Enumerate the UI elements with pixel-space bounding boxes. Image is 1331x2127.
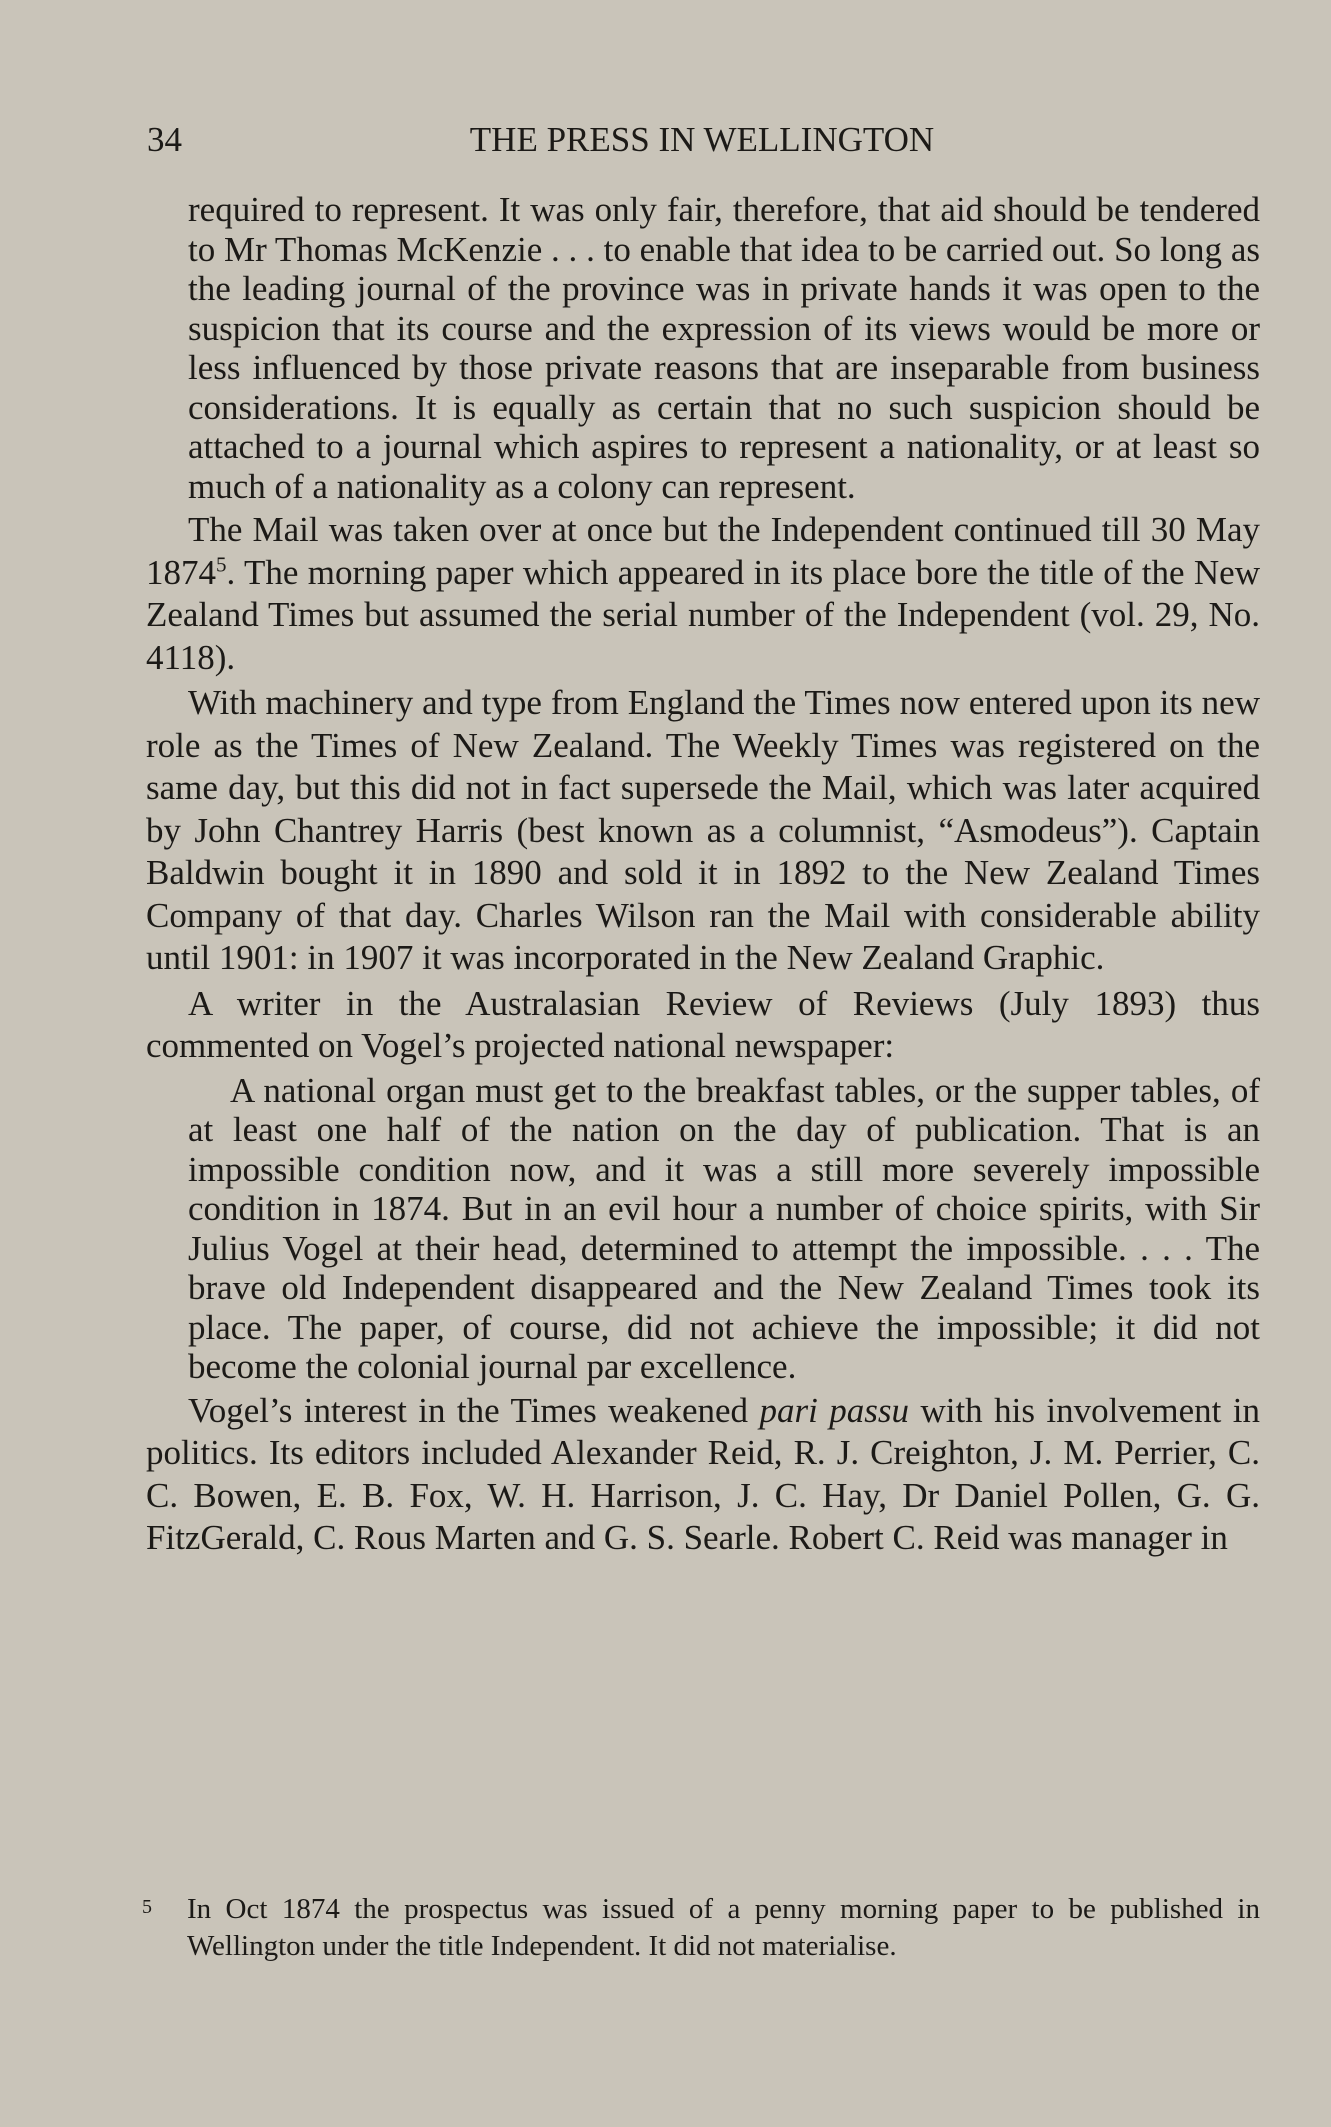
paragraph: With machinery and type from England the Times now entered upon its new role as the Times of New Zealand. The Weekly Times was registered on the same day, but this did not in fact supersede the Mail, which was later acquired by John Chantrey Harris (best known as a columnist, “Asmodeus”). Captain Baldwin bought it in 1890 and sold it in 1892 to the New Zealand Times Company of that day. Charles Wilson ran the Mail with considerable ability until 1901: in 1907 it was incorporated in the New Zealand Graphic. — [146, 683, 1260, 977]
page-number: 34 — [147, 120, 182, 159]
italic-phrase: pari passu — [759, 1390, 910, 1430]
footnote-mark: 5 — [142, 1896, 152, 1918]
paragraph-text: Vogel’s interest in the Times weakened — [188, 1390, 760, 1430]
page-header — [147, 118, 1257, 162]
footnote-reference: 5 — [216, 551, 227, 576]
paragraph-text: with his involvement in politics. Its editors included Alexander Reid, R. J. Creighton, J. M. Perrier, C. C. Bowen, E. B. Fox, W. H. Harrison, J. C. Hay, Dr Daniel Pollen, G. G. FitzGerald, C. Rous Marten and G. S. Searle. Robert C. Reid was manager in — [146, 1390, 1261, 1557]
block-quote: A national organ must get to the breakfast tables, or the supper tables, of at least one half of the nation on the day of publication. That is an impossible condition now, and it was a still more severely impossible condition in 1874. But in an evil hour a number of choice spirits, with Sir Julius Vogel at their head, determined to attempt the impossible. . . . The brave old Independent disappeared and the New Zealand Times took its place. The paper, of course, did not achieve the impossible; it did not become the colonial journal par excellence. — [188, 1070, 1260, 1386]
paragraph: A writer in the Australasian Review of Reviews (July 1893) thus commented on Vogel’s projected national newspaper: — [146, 983, 1260, 1065]
paragraph-text: . The morning paper which appeared in its place bore the title of the New Zealand Times but assumed the serial number of the Independent (vol. 29, No. 4118). — [146, 552, 1260, 677]
paragraph — [146, 1390, 1260, 1560]
running-head: THE PRESS IN WELLINGTON — [469, 120, 935, 159]
paragraph-text: The Mail was taken over at once but the Independent continued till 30 May 1874 — [146, 510, 1260, 592]
block-quote-continued: required to represent. It was only fair, therefore, that aid should be tendered to Mr Thomas McKenzie . . . to enable that idea to be carried out. So long as the leading journal of the province was in private hands it was open to the suspicion that its course and the expression of its views would be more or less influenced by those private reasons that are inseparable from business considerations. It is equally as certain that no such suspicion should be attached to a journal which aspires to represent a nationality, or at least so much of a nationality as a colony can represent. — [188, 190, 1260, 506]
paragraph — [146, 509, 1260, 679]
footnotes — [142, 1891, 1260, 1965]
body-text — [146, 190, 1260, 1563]
footnote-text: In Oct 1874 the prospectus was issued of a penny morning paper to be published in Wellington under the title Independent. It did not materialise. — [187, 1893, 1260, 1962]
footnote — [142, 1891, 1260, 1965]
